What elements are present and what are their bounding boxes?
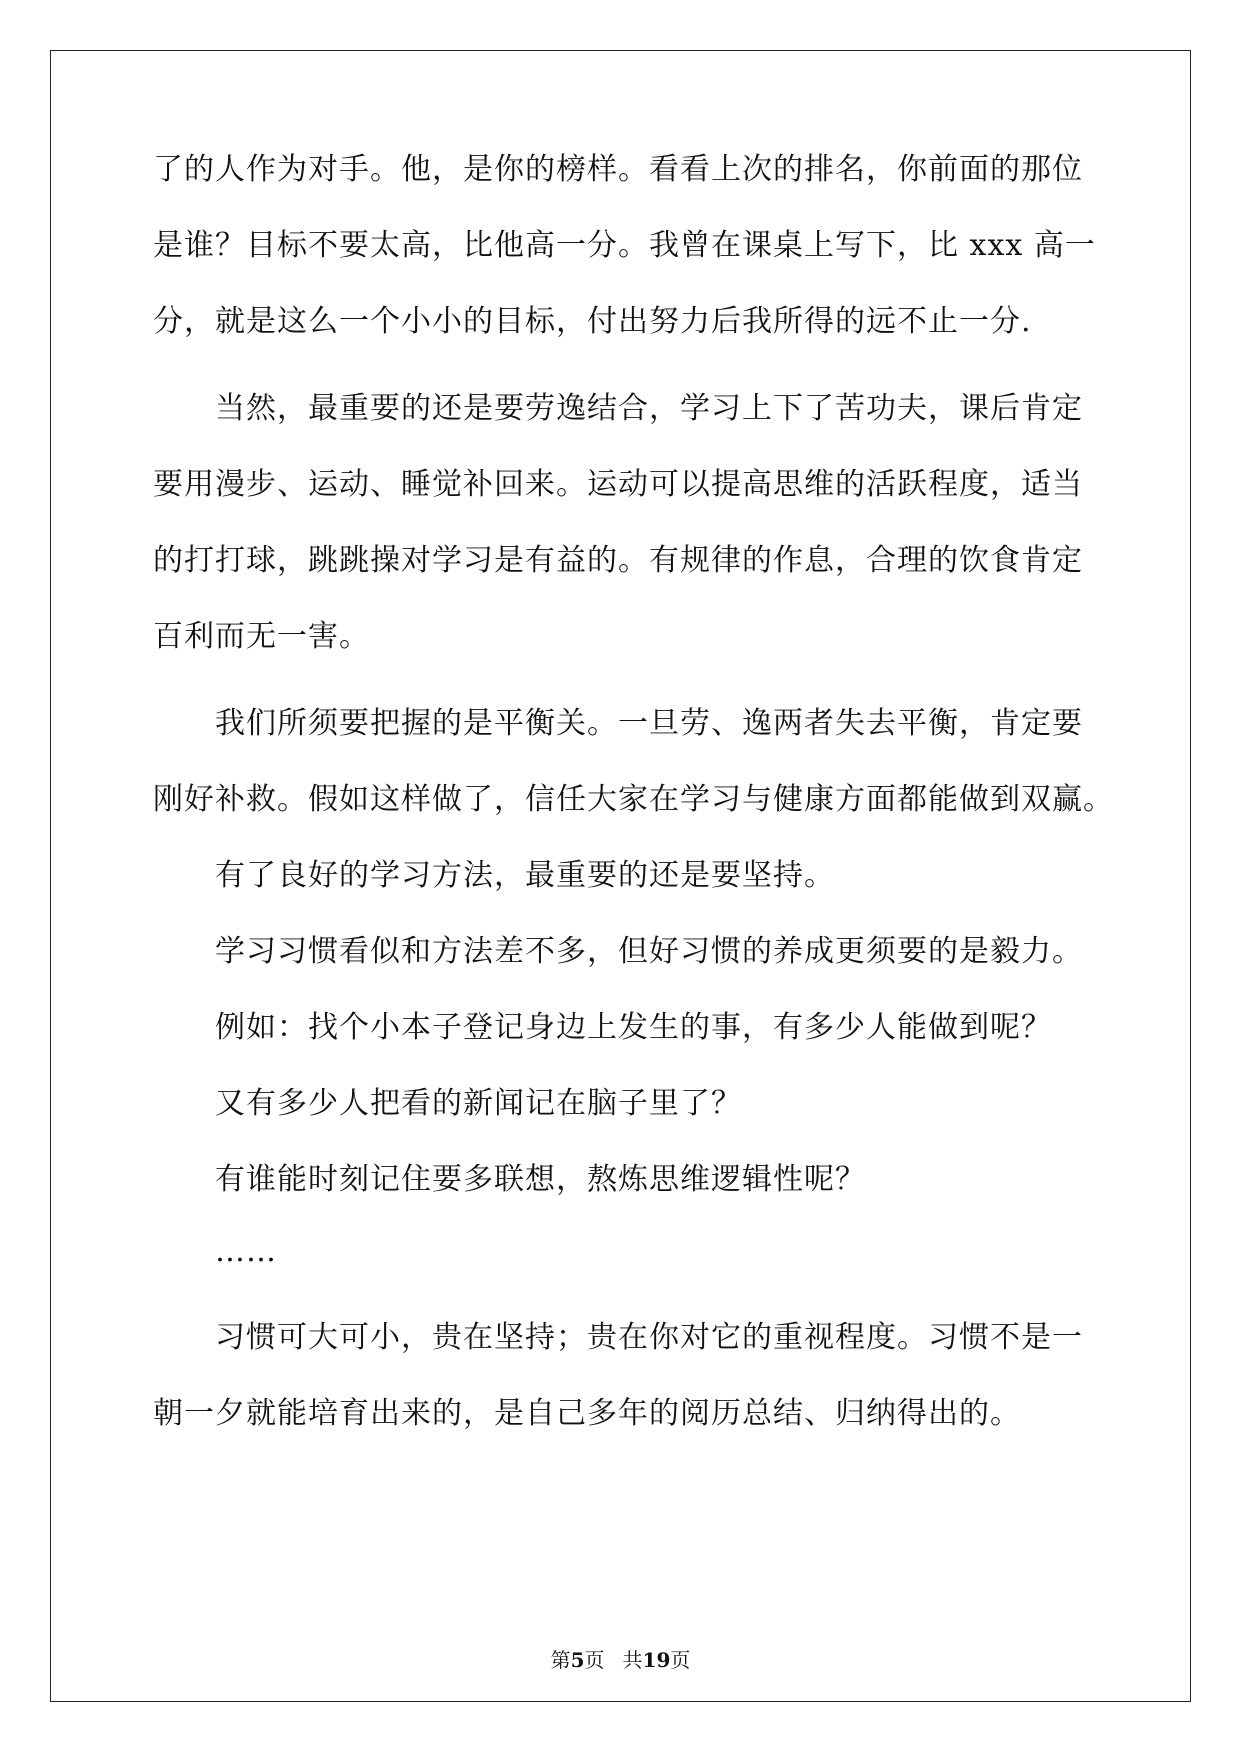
text-line: 分，就是这么一个小小的目标，付出努力后我所得的远不止一分. [153, 304, 1032, 339]
footer-total-pages: 19 [642, 1648, 671, 1672]
footer-total-prefix: 共 [622, 1648, 643, 1672]
footer-page-prefix: 第 [550, 1648, 571, 1672]
footer-page-suffix: 页 [584, 1648, 605, 1672]
paragraph-first-line: 我们所须要把握的是平衡关。一旦劳、逸两者失去平衡，肯定要 [215, 706, 1083, 741]
text-line: 百利而无一害。 [153, 619, 370, 654]
text-line: 了的人作为对手。他，是你的榜样。看看上次的排名，你前面的那位 [153, 152, 1083, 187]
text-line: 要用漫步、运动、睡觉补回来。运动可以提高思维的活跃程度，适当 [153, 467, 1083, 502]
paragraph-first-line: 例如：找个小本子登记身边上发生的事，有多少人能做到呢？ [215, 1010, 1052, 1045]
paragraph-first-line: 有谁能时刻记住要多联想，熬炼思维逻辑性呢？ [215, 1162, 866, 1197]
paragraph-first-line: 有了良好的学习方法，最重要的还是要坚持。 [215, 858, 835, 893]
text-line: 是谁？目标不要太高，比他高一分。我曾在课桌上写下，比 xxx 高一 [153, 228, 1096, 263]
paragraph-first-line: 又有多少人把看的新闻记在脑子里了？ [215, 1086, 742, 1121]
text-line: 刚好补救。假如这样做了，信任大家在学习与健康方面都能做到双赢。 [153, 782, 1114, 817]
text-line: 朝一夕就能培育出来的，是自己多年的阅历总结、归纳得出的。 [153, 1396, 1021, 1431]
paragraph-first-line: 习惯可大可小，贵在坚持；贵在你对它的重视程度。习惯不是一 [215, 1320, 1083, 1355]
paragraph-first-line: 当然，最重要的还是要劳逸结合，学习上下了苦功夫，课后肯定 [215, 391, 1083, 426]
page-footer [0, 1648, 1241, 1672]
ellipsis-line: …… [215, 1234, 277, 1269]
text-line: 的打打球，跳跳操对学习是有益的。有规律的作息，合理的饮食肯定 [153, 543, 1083, 578]
paragraph-first-line: 学习习惯看似和方法差不多，但好习惯的养成更须要的是毅力。 [215, 934, 1083, 969]
footer-total-suffix: 页 [670, 1648, 691, 1672]
footer-page-number: 5 [570, 1648, 585, 1672]
